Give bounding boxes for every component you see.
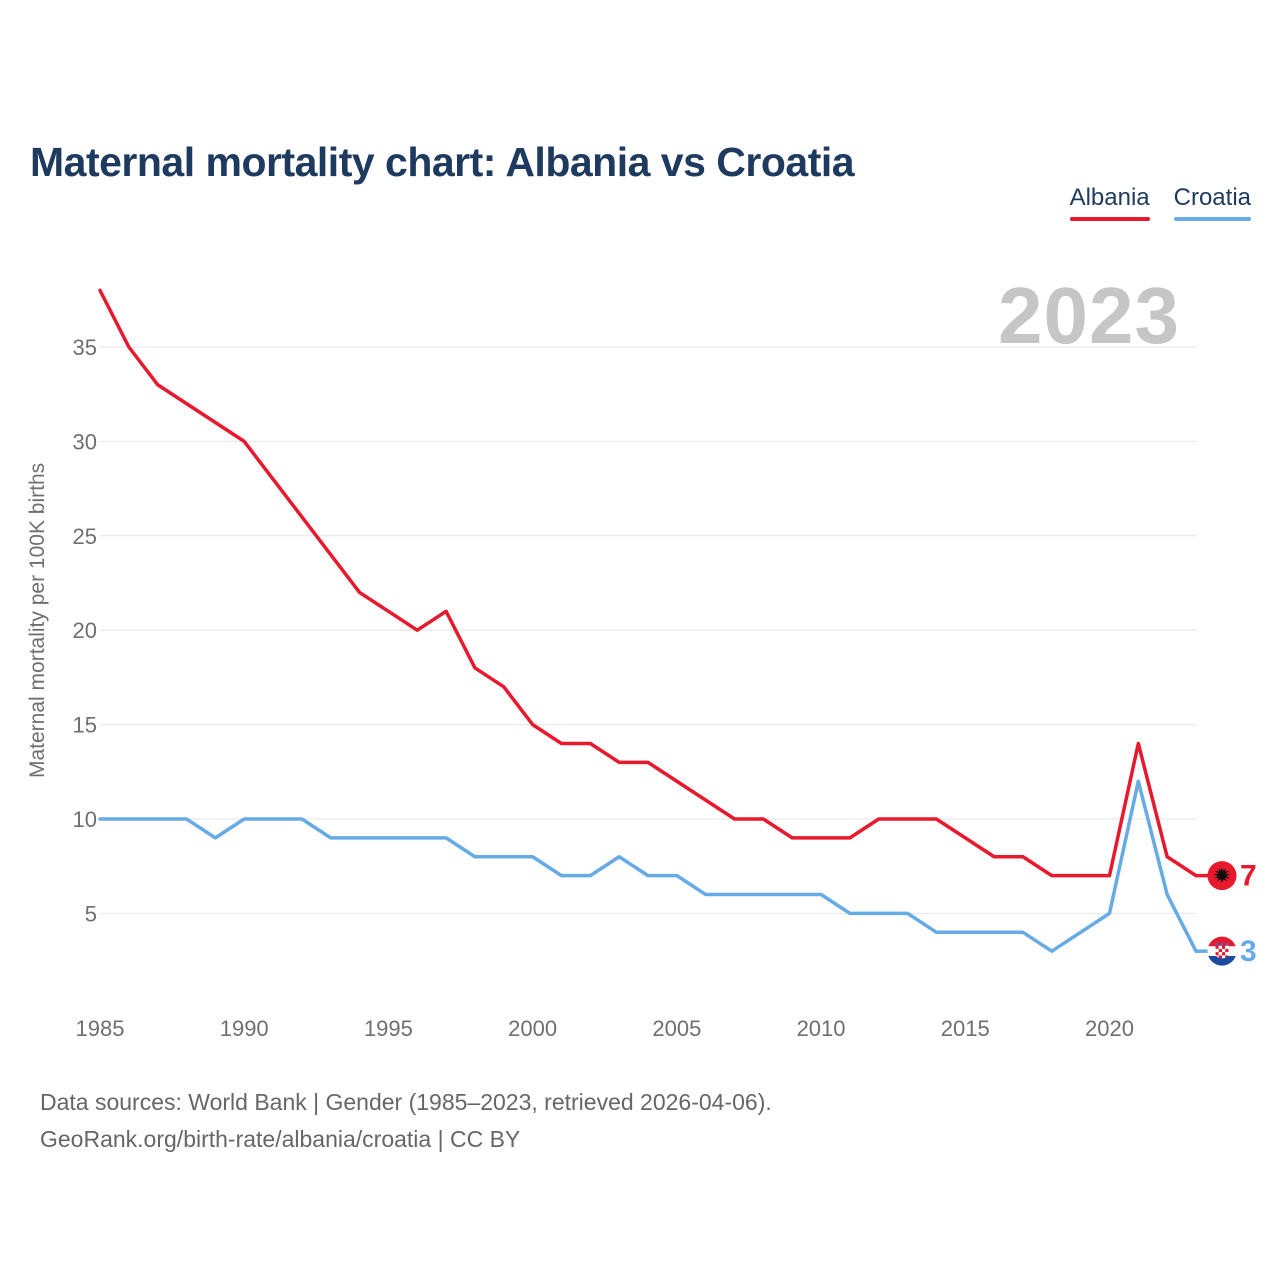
croatia-flag-checkerboard-square — [1222, 952, 1225, 955]
croatia-flag-crown-square — [1221, 943, 1224, 946]
croatia-line — [100, 781, 1196, 951]
footer-attribution-line: GeoRank.org/birth-rate/albania/croatia | CC BY — [40, 1126, 521, 1152]
footer-sources-line: Data sources: World Bank | Gender (1985–2023, retrieved 2026-04-06). — [40, 1089, 772, 1115]
x-tick-label: 1990 — [219, 1016, 269, 1041]
y-tick-label: 30 — [72, 429, 97, 455]
x-tick-label: 1995 — [363, 1016, 413, 1041]
croatia-flag-crown-square — [1218, 943, 1221, 946]
x-tick-label: 2005 — [652, 1016, 702, 1041]
croatia-flag-crown-square — [1226, 943, 1229, 946]
croatia-flag-checkerboard-square — [1219, 949, 1222, 952]
gridlines — [100, 347, 1197, 913]
x-tick-label: 2020 — [1084, 1016, 1134, 1041]
albania-end-value: 7 — [1240, 859, 1257, 893]
legend-label-croatia: Croatia — [1173, 184, 1251, 211]
croatia-flag-crown-square — [1216, 943, 1219, 946]
croatia-flag-checkerboard — [1216, 946, 1229, 959]
x-tick-label: 2010 — [796, 1016, 846, 1041]
croatia-flag-checkerboard-square — [1216, 946, 1219, 949]
x-tick-label: 1985 — [75, 1016, 125, 1041]
y-tick-label: 15 — [72, 712, 97, 738]
croatia-flag-checkerboard-square — [1225, 952, 1228, 955]
croatia-flag-crown — [1216, 943, 1229, 946]
croatia-flag-checkerboard-square — [1219, 952, 1222, 955]
series-lines — [100, 290, 1208, 951]
footer — [40, 1084, 772, 1158]
year-watermark: 2023 — [998, 271, 1180, 360]
y-axis-tick-labels — [73, 335, 97, 926]
albania-line — [100, 290, 1196, 875]
croatia-flag-checkerboard-square — [1216, 949, 1219, 952]
page-title: Maternal mortality chart: Albania vs Croatia — [30, 139, 855, 186]
legend-label-albania: Albania — [1069, 184, 1150, 211]
croatia-flag-checkerboard-square — [1222, 949, 1225, 952]
x-axis-tick-labels — [76, 1016, 1134, 1041]
croatia-flag-checkerboard-square — [1225, 949, 1228, 952]
x-tick-label: 2000 — [508, 1016, 558, 1041]
croatia-flag-checkerboard-square — [1219, 946, 1222, 949]
croatia-flag-checkerboard-square — [1222, 946, 1225, 949]
y-axis-label: Maternal mortality per 100K births — [26, 462, 49, 778]
y-tick-label: 5 — [84, 901, 97, 927]
croatia-flag-checkerboard-square — [1216, 952, 1219, 955]
croatia-flag-icon — [1207, 936, 1237, 966]
croatia-end-value: 3 — [1240, 935, 1257, 969]
y-tick-label: 25 — [72, 523, 97, 549]
croatia-flag-crown-square — [1223, 943, 1226, 946]
albania-flag-icon — [1208, 861, 1237, 890]
croatia-flag-checkerboard-square — [1225, 946, 1228, 949]
y-tick-label: 10 — [72, 807, 97, 832]
y-tick-label: 20 — [72, 618, 97, 644]
x-tick-label: 2015 — [940, 1016, 990, 1041]
y-tick-label: 35 — [72, 335, 97, 360]
